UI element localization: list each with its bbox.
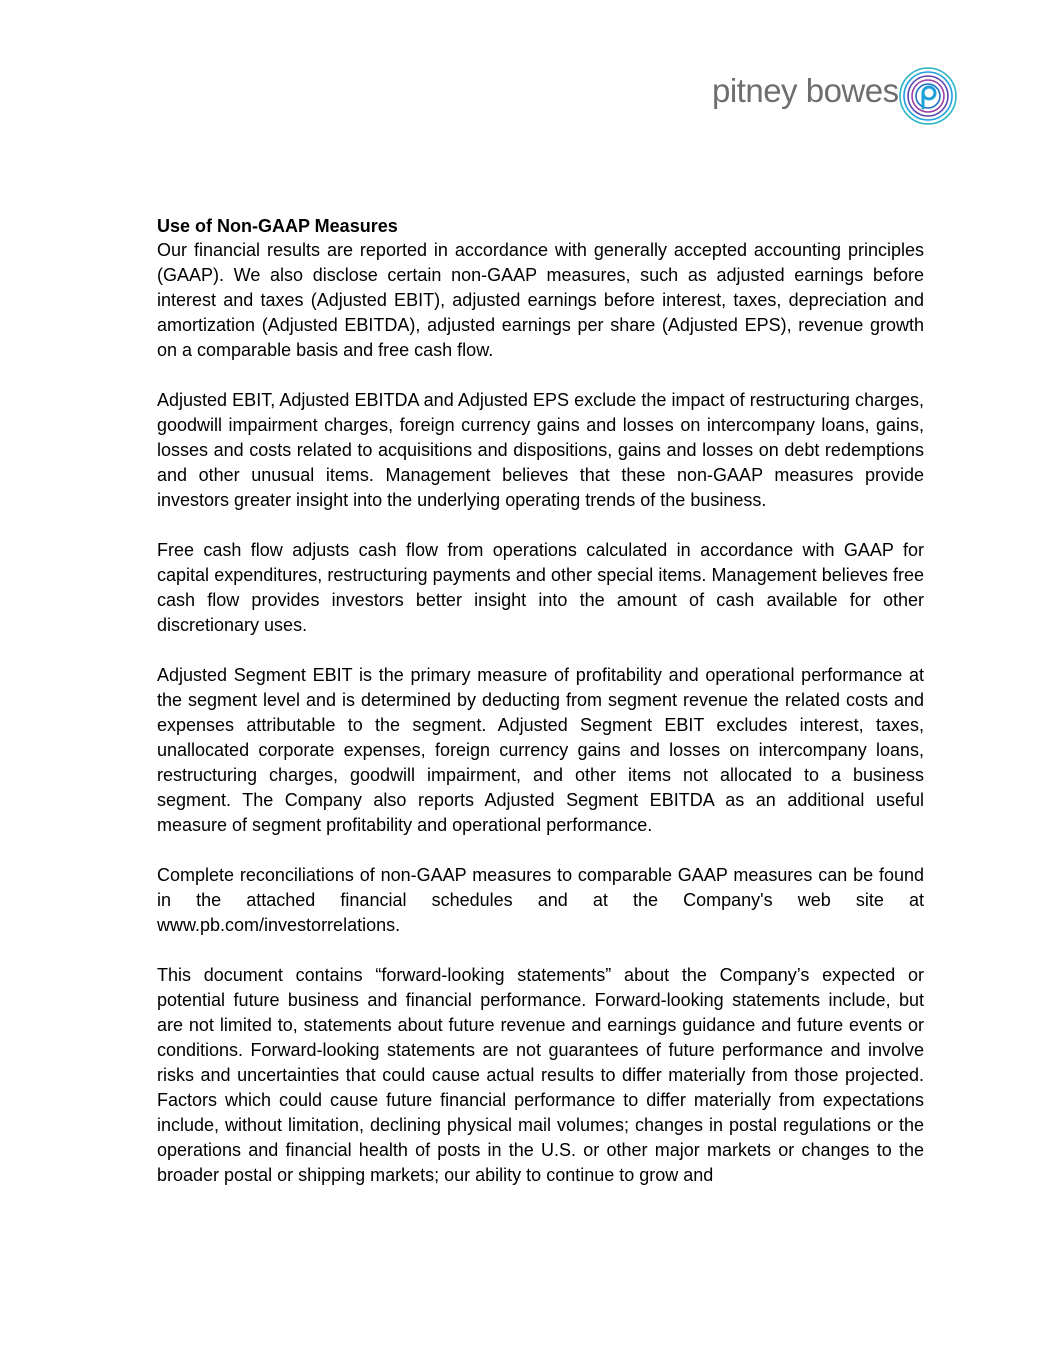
paragraph-adjusted-measures: Adjusted EBIT, Adjusted EBITDA and Adjusted EPS exclude the impact of restructuring charges, goodwill impairment charges, foreign currency gains and losses on intercompany loans, gains, losses and costs related to acquisitions and dispositions, gains and losses on debt redemptions and other unusual items. Management believes that these non-GAAP measures provide investors greater insight into the underlying operating trends of the business. [157,390,924,510]
document-body [157,214,924,1213]
paragraph-non-gaap-overview: Our financial results are reported in accordance with generally accepted accounting principles (GAAP). We also disclose certain non-GAAP measures, such as adjusted earnings before interest and taxes (Adjusted EBIT), adjusted earnings before interest, taxes, depreciation and amortization (Adjusted EBITDA), adjusted earnings per share (Adjusted EPS), revenue growth on a comparable basis and free cash flow. [157,240,924,360]
section-heading: Use of Non-GAAP Measures [157,216,398,236]
company-logo [712,64,962,128]
paragraph-free-cash-flow: Free cash flow adjusts cash flow from operations calculated in accordance with GAAP for capital expenditures, restructuring payments and other special items. Management believes free cash flow provides investors better insight into the amount of cash available for other discretionary uses. [157,540,924,635]
paragraph-forward-looking: This document contains “forward-looking statements” about the Company’s expected or potential future business and financial performance. Forward-looking statements include, but are not limited to, statements about future revenue and earnings guidance and future events or conditions. Forward-looking statements are not guarantees of future performance and involve risks and uncertainties that could cause actual results to differ materially from those projected. Factors which could cause future financial performance to differ materially from expectations include, without limitation, declining physical mail volumes; changes in postal regulations or the operations and financial health of posts in the U.S. or other major markets or changes to the broader postal or shipping markets; our ability to continue to grow and [157,965,924,1185]
pitney-bowes-logo-icon [898,66,958,126]
logo-wordmark: pitney bowes [712,72,899,109]
paragraph-reconciliations: Complete reconciliations of non-GAAP measures to comparable GAAP measures can be found in the attached financial schedules and at the Company's web site at www.pb.com/investorrelations. [157,865,924,935]
paragraph-segment-ebit: Adjusted Segment EBIT is the primary measure of profitability and operational performance at the segment level and is determined by deducting from segment revenue the related costs and expenses attributable to the segment. Adjusted Segment EBIT excludes interest, taxes, unallocated corporate expenses, foreign currency gains and losses on intercompany loans, restructuring charges, goodwill impairment, and other items not allocated to a business segment. The Company also reports Adjusted Segment EBITDA as an additional useful measure of segment profitability and operational performance. [157,665,924,835]
